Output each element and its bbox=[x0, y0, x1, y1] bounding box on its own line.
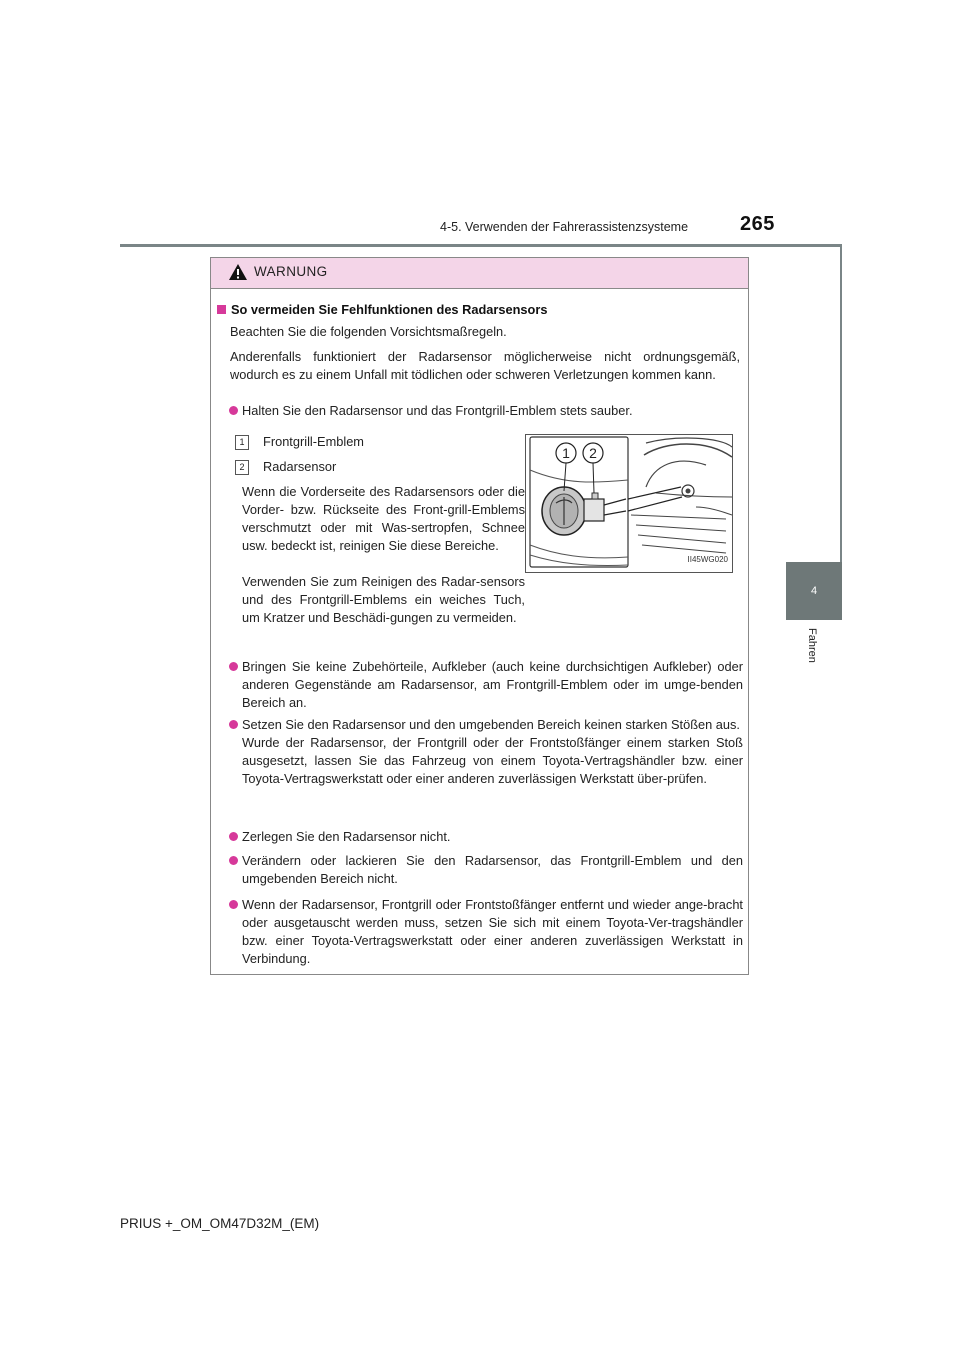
intro-paragraph-1: Beachten Sie die folgenden Vorsichtsmaßregeln. bbox=[230, 324, 507, 339]
warning-triangle-icon bbox=[228, 263, 248, 281]
warning-title: WARNUNG bbox=[254, 264, 328, 279]
header-section-title: 4-5. Verwenden der Fahrerassistenzsysteme bbox=[440, 220, 689, 234]
bullet-item-6 bbox=[228, 896, 743, 968]
bullet-text: Verändern oder lackieren Sie den Radarsensor, das Frontgrill-Emblem und den umgebenden Bereich nicht. bbox=[242, 853, 743, 886]
bullet-item-2 bbox=[228, 658, 743, 712]
section-square-icon bbox=[217, 305, 226, 314]
bullet-item-5 bbox=[228, 852, 743, 888]
side-rule bbox=[840, 244, 842, 564]
label-text: Radarsensor bbox=[263, 459, 337, 474]
page-number: 265 bbox=[740, 213, 775, 235]
bullet-text: Wenn der Radarsensor, Frontgrill oder Frontstoßfänger entfernt und wieder ange-bracht oder ausgetauscht werden muss, setzen Sie sich mit einem Toyota-Ver-tragshändler bzw. einer Toyota-Vertragswerkstatt oder einer anderen zuverlässigen Werkstatt in Verbindung. bbox=[242, 897, 743, 966]
bullet-item-1 bbox=[228, 402, 743, 420]
bullet-item-3 bbox=[228, 716, 743, 788]
bullet-dot-icon bbox=[229, 900, 238, 909]
bullet-text: Zerlegen Sie den Radarsensor nicht. bbox=[242, 829, 451, 844]
chapter-tab-label[interactable] bbox=[786, 620, 842, 682]
section-title-text: So vermeiden Sie Fehlfunktionen des Radarsensors bbox=[231, 302, 548, 317]
intro-paragraph-2: Anderenfalls funktioniert der Radarsensor möglicherweise nicht ordnungsgemäß, wodurch es zu einem Unfall mit tödlichen oder schweren Verletzungen kommen kann. bbox=[230, 349, 740, 382]
footer-model-code: PRIUS +_OM_OM47D32M_(EM) bbox=[120, 1216, 320, 1231]
header-rule bbox=[120, 244, 842, 247]
bullet-dot-icon bbox=[229, 662, 238, 671]
label-radarsensor bbox=[235, 458, 336, 476]
bullet-text: Setzen Sie den Radarsensor und den umgebenden Bereich keinen starken Stößen aus. bbox=[242, 717, 740, 732]
radar-sensor-illustration bbox=[525, 434, 733, 573]
warning-header bbox=[211, 258, 748, 289]
bullet-text: Halten Sie den Radarsensor und das Frontgrill-Emblem stets sauber. bbox=[242, 403, 633, 418]
bullet-dot-icon bbox=[229, 856, 238, 865]
bullet-dot-icon bbox=[229, 720, 238, 729]
chapter-tab-text: Fahren bbox=[806, 628, 818, 663]
label-frontgrill-emblem bbox=[235, 433, 364, 451]
figure-code: II45WG020 bbox=[687, 555, 728, 564]
bullet-text: Bringen Sie keine Zubehörteile, Aufkleber (auch keine durchsichtigen Aufkleber) oder anderen Gegenstände am Radarsensor, am Frontgrill-Emblem oder im umge-benden Bereich an. bbox=[242, 659, 743, 710]
cleaning-paragraph-1: Wenn die Vorderseite des Radarsensors oder die Vorder- bzw. Rückseite des Front-grill-Emblems verschmutzt oder mit Was-sertropfen, Schnee usw. bedeckt ist, reinigen Sie diese Bereiche. bbox=[242, 484, 525, 553]
bullet-text-continued: Wurde der Radarsensor, der Frontgrill oder der Frontstoßfänger einem starken Stoß ausgesetzt, lassen Sie das Fahrzeug von einem Toyota-Vertragshändler bzw. einer Toyota-Vertragswerkstatt oder einer anderen zuverlässigen Werkstatt über-prüfen. bbox=[242, 735, 743, 786]
figure-callout-1: 1 bbox=[562, 445, 570, 461]
figure-callout-2: 2 bbox=[589, 445, 597, 461]
bullet-item-4 bbox=[228, 828, 743, 846]
bullet-dot-icon bbox=[229, 406, 238, 415]
label-text: Frontgrill-Emblem bbox=[263, 434, 364, 449]
chapter-tab-number[interactable]: 4 bbox=[786, 562, 842, 620]
number-badge: 2 bbox=[235, 460, 249, 475]
cleaning-paragraph-2: Verwenden Sie zum Reinigen des Radar-sensors und des Frontgrill-Emblems ein weiches Tuch, um Kratzer und Beschädi-gungen zu vermeiden. bbox=[242, 574, 525, 625]
warning-box bbox=[210, 257, 749, 975]
section-title bbox=[217, 301, 547, 319]
bullet-dot-icon bbox=[229, 832, 238, 841]
number-badge: 1 bbox=[235, 435, 249, 450]
